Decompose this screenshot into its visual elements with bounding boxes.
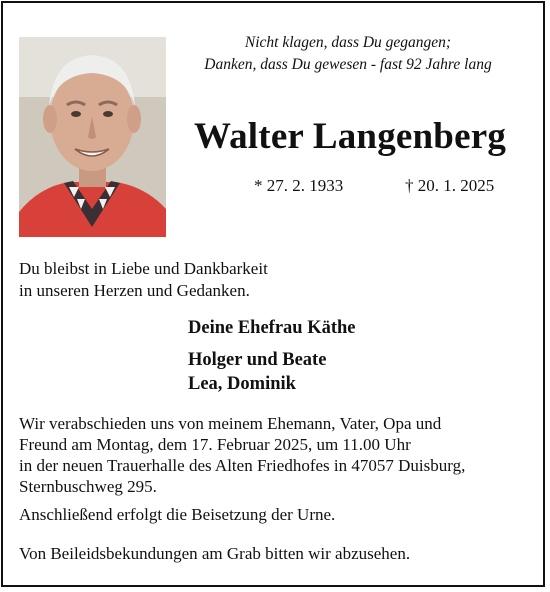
death-date: † 20. 1. 2025 <box>405 176 495 195</box>
ceremony-line-1: Wir verabschieden uns von meinem Ehemann, Vater, Opa und <box>19 414 442 433</box>
portrait-image <box>19 37 166 237</box>
urn-line: Anschließend erfolgt die Beisetzung der Urne. <box>19 505 336 524</box>
birth-date: * 27. 2. 1933 <box>254 176 344 195</box>
family-member-3: Lea, Dominik <box>188 374 296 394</box>
quote-line-1: Nicht klagen, dass Du gegangen; <box>244 34 452 51</box>
family-member-2: Holger und Beate <box>188 350 327 370</box>
ceremony-line-2: Freund am Montag, dem 17. Februar 2025, um 11.00 Uhr <box>19 435 411 454</box>
memory-line-1: Du bleibst in Liebe und Dankbarkeit <box>19 259 268 278</box>
portrait-photo <box>19 37 166 237</box>
memory-line-2: in unseren Herzen und Gedanken. <box>19 281 250 300</box>
quote-line-2: Danken, dass Du gewesen - fast 92 Jahre lang <box>204 56 492 73</box>
deceased-name: Walter Langenberg <box>193 116 507 157</box>
ceremony-line-4: Sternbuschweg 295. <box>19 477 157 496</box>
closing-line: Von Beileidsbekundungen am Grab bitten wir abzusehen. <box>19 544 411 563</box>
family-member-1: Deine Ehefrau Käthe <box>188 318 356 338</box>
ceremony-line-3: in der neuen Trauerhalle des Alten Friedhofes in 47057 Duisburg, <box>19 456 466 475</box>
